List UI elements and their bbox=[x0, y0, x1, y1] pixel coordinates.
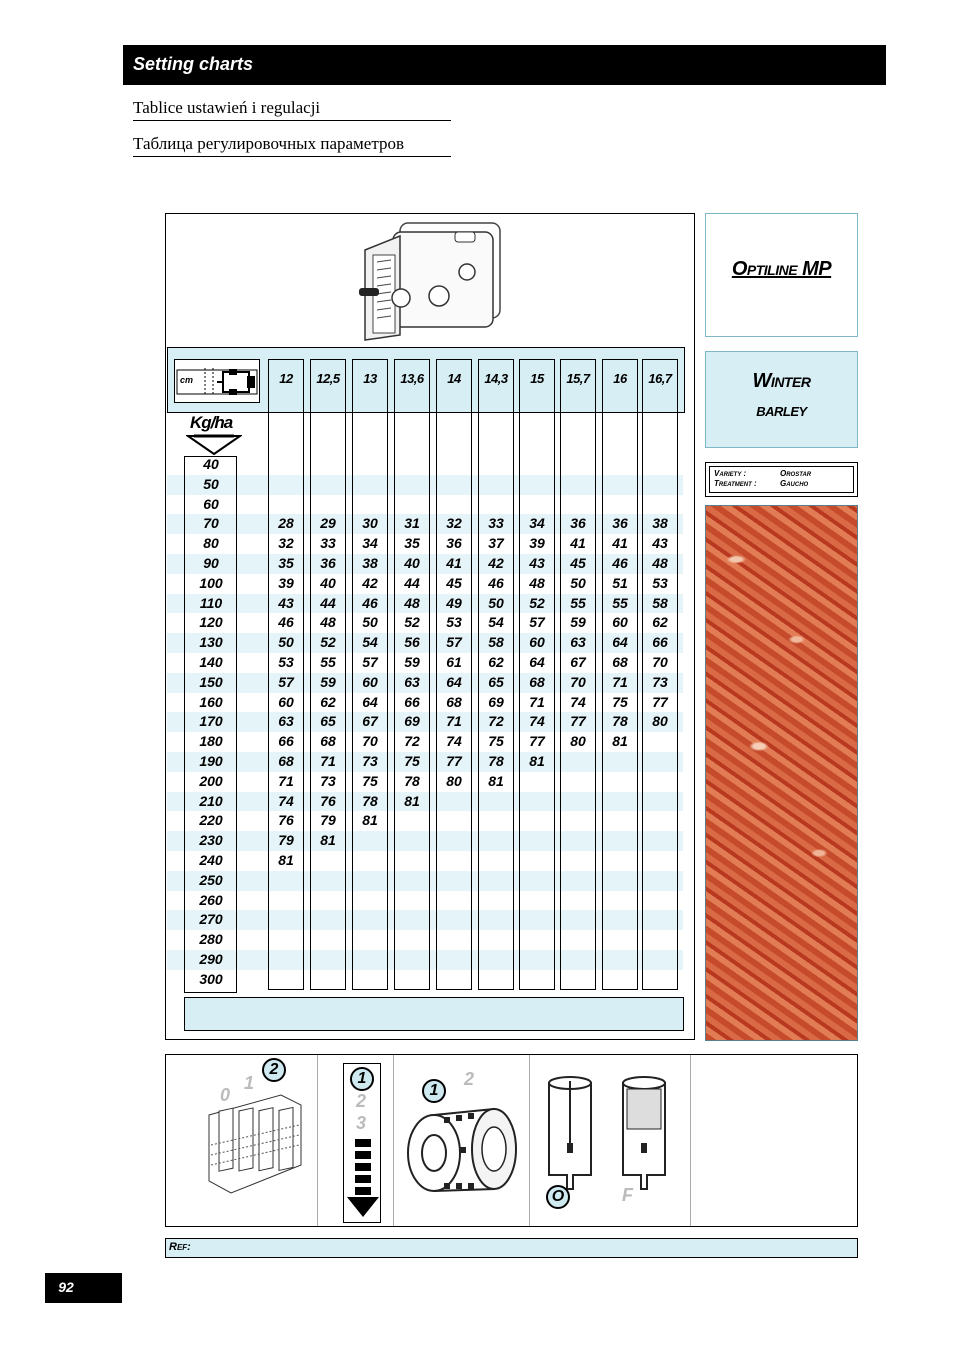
table-cell: 81 bbox=[362, 812, 378, 829]
table-cell: 67 bbox=[362, 713, 378, 730]
table-cell: 77 bbox=[652, 693, 668, 710]
crop-name-line1: Winter bbox=[752, 370, 811, 392]
table-cell: 36 bbox=[612, 515, 628, 532]
speed-arrow-icon bbox=[346, 1139, 380, 1221]
table-cell: 52 bbox=[320, 634, 336, 651]
flap-option: F bbox=[622, 1185, 633, 1205]
table-cell: 52 bbox=[404, 614, 420, 631]
table-cell: 81 bbox=[278, 852, 294, 868]
table-cell: 76 bbox=[320, 792, 336, 809]
cassette-option: 0 bbox=[220, 1085, 231, 1105]
table-cell: 40 bbox=[404, 555, 420, 571]
table-cell: 64 bbox=[362, 693, 378, 710]
table-cell: 38 bbox=[362, 555, 378, 571]
unit-kgha-label: Kg/ha bbox=[190, 413, 233, 432]
subtitle-russian: Таблица регулировочных параметров bbox=[133, 134, 451, 157]
gear-option: 3 bbox=[356, 1113, 367, 1133]
ref-label: Ref: bbox=[169, 1241, 191, 1253]
treatment-label: Treatment : bbox=[714, 479, 757, 488]
table-cell: 31 bbox=[404, 515, 420, 532]
table-cell: 66 bbox=[404, 693, 420, 710]
crop-name-line2: barley bbox=[756, 400, 807, 420]
table-cell: 50 bbox=[278, 634, 294, 651]
table-cell: 56 bbox=[404, 634, 420, 651]
table-cell: 48 bbox=[404, 594, 420, 611]
table-cell: 73 bbox=[362, 753, 378, 769]
table-cell: 68 bbox=[612, 654, 628, 670]
down-arrow-icon bbox=[186, 433, 242, 457]
setting-column-header: 14,3 bbox=[484, 371, 508, 386]
table-cell: 63 bbox=[404, 673, 420, 690]
gear-option: 2 bbox=[356, 1091, 367, 1111]
rate-value: 60 bbox=[203, 495, 219, 512]
rate-value: 210 bbox=[199, 792, 223, 809]
table-cell: 78 bbox=[404, 772, 420, 789]
rate-value: 290 bbox=[199, 951, 223, 967]
table-cell: 59 bbox=[404, 654, 420, 670]
page-number: 92 bbox=[58, 1279, 74, 1295]
table-footer-band bbox=[184, 997, 684, 1031]
table-cell: 62 bbox=[488, 654, 504, 670]
table-cell: 34 bbox=[362, 535, 378, 552]
page-title: Setting charts bbox=[133, 54, 254, 74]
table-cell: 75 bbox=[404, 753, 420, 769]
table-cell: 41 bbox=[612, 535, 628, 552]
table-cell: 68 bbox=[320, 733, 336, 750]
table-cell: 71 bbox=[446, 713, 462, 730]
table-cell: 33 bbox=[320, 535, 336, 552]
table-cell: 70 bbox=[652, 654, 668, 670]
table-cell: 28 bbox=[278, 515, 294, 532]
table-cell: 36 bbox=[446, 535, 462, 552]
rate-value: 260 bbox=[199, 891, 223, 908]
table-cell: 63 bbox=[570, 634, 586, 651]
table-cell: 30 bbox=[362, 515, 378, 532]
table-cell: 81 bbox=[529, 753, 545, 769]
table-cell: 70 bbox=[570, 673, 586, 690]
table-cell: 80 bbox=[446, 772, 462, 789]
table-cell: 43 bbox=[529, 555, 545, 571]
table-cell: 50 bbox=[362, 614, 378, 631]
crop-box bbox=[705, 351, 858, 448]
table-cell: 44 bbox=[320, 594, 336, 611]
setting-column-header: 15,7 bbox=[566, 371, 590, 386]
table-cell: 78 bbox=[488, 753, 504, 769]
table-cell: 77 bbox=[446, 753, 462, 769]
header-bar bbox=[123, 45, 886, 85]
rate-value: 70 bbox=[203, 515, 219, 532]
page-number-box bbox=[45, 1273, 122, 1303]
table-cell: 34 bbox=[529, 515, 545, 532]
table-cell: 74 bbox=[529, 713, 545, 730]
table-cell: 73 bbox=[652, 673, 668, 690]
setting-column-header: 16 bbox=[613, 371, 627, 386]
rate-value: 300 bbox=[199, 970, 223, 987]
table-cell: 32 bbox=[278, 535, 294, 552]
table-cell: 53 bbox=[278, 654, 294, 670]
table-cell: 60 bbox=[362, 673, 378, 690]
rate-value: 220 bbox=[199, 812, 223, 829]
table-cell: 33 bbox=[488, 515, 504, 532]
seed-drill-icon bbox=[174, 359, 260, 403]
table-cell: 80 bbox=[652, 713, 668, 730]
table-cell: 36 bbox=[320, 555, 336, 571]
table-cell: 66 bbox=[652, 634, 668, 651]
table-cell: 60 bbox=[278, 693, 294, 710]
rate-value: 160 bbox=[199, 693, 223, 710]
table-cell: 54 bbox=[362, 634, 378, 651]
table-cell: 76 bbox=[278, 812, 294, 829]
table-cell: 69 bbox=[488, 693, 504, 710]
rate-value: 100 bbox=[199, 574, 223, 591]
table-cell: 46 bbox=[488, 574, 504, 591]
table-cell: 39 bbox=[529, 535, 545, 552]
product-name: Optiline MP bbox=[731, 258, 832, 280]
wheel-option: 2 bbox=[464, 1069, 475, 1089]
table-cell: 42 bbox=[362, 574, 378, 591]
table-cell: 77 bbox=[529, 733, 545, 750]
table-cell: 41 bbox=[446, 555, 462, 571]
setting-column-header: 14 bbox=[447, 371, 461, 386]
table-cell: 48 bbox=[529, 574, 545, 591]
table-cell: 68 bbox=[529, 673, 545, 690]
seed-flap-icon bbox=[541, 1071, 691, 1191]
table-cell: 78 bbox=[612, 713, 628, 730]
table-cell: 81 bbox=[320, 832, 336, 849]
table-cell: 79 bbox=[278, 832, 294, 849]
table-cell: 50 bbox=[570, 574, 586, 591]
setting-column-header: 12,5 bbox=[316, 371, 340, 386]
metering-cassette-icon bbox=[201, 1085, 311, 1205]
barley-grain-photo bbox=[705, 505, 858, 1041]
table-cell: 53 bbox=[652, 574, 668, 591]
table-cell: 50 bbox=[488, 594, 504, 611]
table-cell: 70 bbox=[362, 733, 378, 750]
table-cell: 69 bbox=[404, 713, 420, 730]
unit-cm-label: cm bbox=[180, 375, 194, 385]
table-cell: 46 bbox=[362, 594, 378, 611]
table-cell: 64 bbox=[446, 673, 462, 690]
rate-value: 170 bbox=[199, 713, 223, 730]
table-cell: 64 bbox=[612, 634, 628, 651]
table-cell: 81 bbox=[404, 792, 420, 809]
cassette-selected-setting: 2 bbox=[262, 1058, 286, 1082]
rate-value: 110 bbox=[199, 594, 223, 611]
table-cell: 36 bbox=[570, 515, 586, 532]
rate-value: 40 bbox=[203, 456, 219, 472]
table-cell: 43 bbox=[652, 535, 668, 552]
table-cell: 68 bbox=[446, 693, 462, 710]
table-cell: 74 bbox=[278, 792, 294, 809]
table-cell: 75 bbox=[362, 772, 378, 789]
table-cell: 75 bbox=[612, 693, 628, 710]
table-cell: 71 bbox=[529, 693, 545, 710]
rate-value: 190 bbox=[199, 753, 223, 769]
table-cell: 46 bbox=[612, 555, 628, 571]
table-cell: 55 bbox=[320, 654, 336, 670]
table-cell: 58 bbox=[488, 634, 504, 651]
rate-value: 80 bbox=[203, 535, 219, 552]
table-cell: 65 bbox=[488, 673, 504, 690]
table-cell: 35 bbox=[278, 555, 294, 571]
table-cell: 71 bbox=[612, 673, 628, 690]
setting-column-header: 13 bbox=[363, 371, 377, 386]
rate-value: 150 bbox=[199, 673, 223, 690]
table-cell: 65 bbox=[320, 713, 336, 730]
table-cell: 73 bbox=[320, 772, 336, 789]
table-cell: 71 bbox=[278, 772, 294, 789]
table-cell: 62 bbox=[652, 614, 668, 631]
flap-selected-setting: O bbox=[546, 1185, 570, 1209]
product-box bbox=[705, 213, 858, 337]
table-cell: 59 bbox=[570, 614, 586, 631]
table-cell: 45 bbox=[570, 555, 586, 571]
table-cell: 80 bbox=[570, 733, 586, 750]
table-cell: 35 bbox=[404, 535, 420, 552]
table-cell: 74 bbox=[570, 693, 586, 710]
table-cell: 72 bbox=[488, 713, 504, 730]
table-cell: 55 bbox=[570, 594, 586, 611]
table-cell: 38 bbox=[652, 515, 668, 532]
table-cell: 77 bbox=[570, 713, 586, 730]
table-cell: 42 bbox=[488, 555, 504, 571]
rate-value: 280 bbox=[199, 931, 223, 948]
reference-bar bbox=[165, 1238, 858, 1258]
rate-value: 90 bbox=[203, 555, 219, 571]
variety-label: Variety : bbox=[714, 469, 747, 478]
table-cell: 59 bbox=[320, 673, 336, 690]
rate-value: 180 bbox=[199, 733, 223, 750]
table-cell: 45 bbox=[446, 574, 462, 591]
table-cell: 52 bbox=[529, 594, 545, 611]
setting-column-header: 12 bbox=[279, 371, 293, 386]
divider bbox=[529, 1055, 530, 1226]
subtitle-polish: Tablice ustawień i regulacji bbox=[133, 98, 451, 121]
variety-value: Orostar bbox=[780, 469, 812, 478]
table-cell: 44 bbox=[404, 574, 420, 591]
table-cell: 51 bbox=[612, 574, 628, 591]
gear-selected-setting: 1 bbox=[350, 1067, 374, 1091]
table-cell: 61 bbox=[446, 654, 462, 670]
hopper-illustration-icon bbox=[355, 220, 505, 345]
table-cell: 54 bbox=[488, 614, 504, 631]
treatment-value: Gaucho bbox=[780, 479, 809, 488]
cassette-option: 1 bbox=[244, 1073, 255, 1093]
table-cell: 60 bbox=[529, 634, 545, 651]
rate-value: 250 bbox=[199, 871, 223, 888]
setting-column-header: 15 bbox=[530, 371, 544, 386]
variety-box bbox=[705, 462, 858, 497]
table-cell: 67 bbox=[570, 654, 586, 670]
table-cell: 57 bbox=[446, 634, 462, 651]
rate-value: 140 bbox=[199, 654, 223, 670]
table-cell: 48 bbox=[652, 555, 668, 571]
table-cell: 46 bbox=[278, 614, 294, 631]
table-cell: 81 bbox=[488, 772, 504, 789]
table-cell: 37 bbox=[488, 535, 504, 552]
table-cell: 79 bbox=[320, 812, 336, 829]
setting-column-header: 16,7 bbox=[648, 371, 672, 386]
table-cell: 66 bbox=[278, 733, 294, 750]
table-cell: 40 bbox=[320, 574, 336, 591]
table-cell: 75 bbox=[488, 733, 504, 750]
rate-value: 230 bbox=[199, 832, 223, 849]
table-cell: 53 bbox=[446, 614, 462, 631]
table-cell: 29 bbox=[320, 515, 336, 532]
wheel-selected-setting: 1 bbox=[422, 1079, 446, 1103]
setting-column-header: 13,6 bbox=[400, 371, 424, 386]
table-cell: 32 bbox=[446, 515, 462, 532]
table-cell: 68 bbox=[278, 753, 294, 769]
table-cell: 48 bbox=[320, 614, 336, 631]
rate-value: 200 bbox=[199, 772, 223, 789]
drive-wheel-icon bbox=[404, 1103, 524, 1198]
table-cell: 64 bbox=[529, 654, 545, 670]
table-cell: 78 bbox=[362, 792, 378, 809]
rate-value: 270 bbox=[199, 911, 223, 928]
table-cell: 72 bbox=[404, 733, 420, 750]
table-cell: 58 bbox=[652, 594, 668, 611]
rate-value: 240 bbox=[199, 852, 223, 868]
table-cell: 39 bbox=[278, 574, 294, 591]
table-cell: 41 bbox=[570, 535, 586, 552]
divider bbox=[317, 1055, 318, 1226]
table-cell: 62 bbox=[320, 693, 336, 710]
table-cell: 60 bbox=[612, 614, 628, 631]
table-cell: 57 bbox=[362, 654, 378, 670]
divider bbox=[393, 1055, 394, 1226]
table-cell: 49 bbox=[446, 594, 462, 611]
table-cell: 57 bbox=[529, 614, 545, 631]
table-cell: 55 bbox=[612, 594, 628, 611]
table-cell: 81 bbox=[612, 733, 628, 750]
rate-value: 120 bbox=[199, 614, 223, 631]
settings-frame bbox=[165, 1054, 858, 1227]
table-cell: 74 bbox=[446, 733, 462, 750]
table-cell: 43 bbox=[278, 594, 294, 611]
table-cell: 57 bbox=[278, 673, 294, 690]
rate-value: 130 bbox=[199, 634, 223, 651]
table-cell: 71 bbox=[320, 753, 336, 769]
table-cell: 63 bbox=[278, 713, 294, 730]
rate-value: 50 bbox=[203, 475, 219, 492]
